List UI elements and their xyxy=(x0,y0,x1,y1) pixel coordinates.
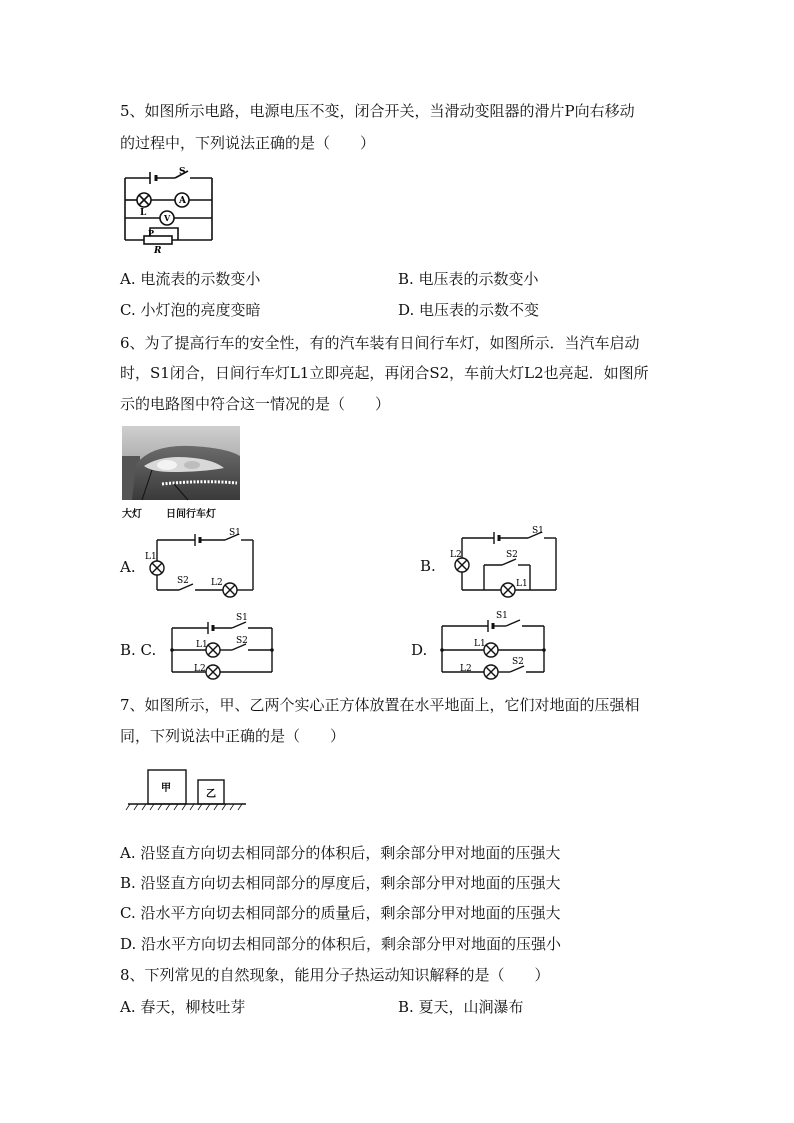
q7-cubes-diagram xyxy=(128,768,248,812)
q7-block-yi: 乙 xyxy=(206,789,216,800)
q5-label-v: V xyxy=(164,213,171,223)
q6b-label-l1: L1 xyxy=(516,579,528,589)
q8-stem-line1: 8、下列常见的自然现象，能用分子热运动知识解释的是（ ） xyxy=(120,966,550,984)
q5-option-a: A. 电流表的示数变小 xyxy=(120,270,261,288)
q6-circuit-a xyxy=(145,528,255,598)
q6-circuit-d xyxy=(440,608,548,678)
q7-option-b: B. 沿竖直方向切去相同部分的厚度后，剩余部分甲对地面的压强大 xyxy=(120,874,561,892)
q5-label-a: A xyxy=(179,196,186,206)
photo-caption-drl: 日间行车灯 xyxy=(166,509,216,520)
q6a-label-s2: S2 xyxy=(177,576,189,586)
q6a-label-l2: L2 xyxy=(211,578,223,588)
q6-stem-line2: 时，S1闭合，日间行车灯L1立即亮起，再闭合S2，车前大灯L2也亮起．如图所 xyxy=(120,364,649,382)
q6d-label-l1: L1 xyxy=(474,639,486,649)
q5-label-s: S xyxy=(179,167,186,177)
q6-option-d-label: D. xyxy=(411,641,428,659)
q7-option-a: A. 沿竖直方向切去相同部分的体积后，剩余部分甲对地面的压强大 xyxy=(120,844,561,862)
q8-option-a: A. 春天，柳枝吐芽 xyxy=(120,998,246,1016)
q6c-label-s1: S1 xyxy=(236,613,248,623)
q7-block-jia: 甲 xyxy=(161,783,171,794)
q5-option-b: B. 电压表的示数变小 xyxy=(398,270,539,288)
q7-stem-line2: 同，下列说法中正确的是（ ） xyxy=(120,727,346,745)
photo-caption-headlight: 大灯 xyxy=(122,509,142,520)
q6d-label-l2: L2 xyxy=(460,664,472,674)
q6c-label-s2: S2 xyxy=(236,636,248,646)
q6a-label-s1: S1 xyxy=(229,528,241,538)
q7-option-d: D. 沿水平方向切去相同部分的体积后，剩余部分甲对地面的压强小 xyxy=(120,935,562,953)
q6c-label-l2: L2 xyxy=(194,664,206,674)
q6-circuit-b xyxy=(450,524,560,596)
q6a-label-l1: L1 xyxy=(145,552,157,562)
q6d-label-s1: S1 xyxy=(496,611,508,621)
q6d-label-s2: S2 xyxy=(512,657,524,667)
q5-circuit-diagram xyxy=(120,167,220,256)
q5-label-l: L xyxy=(140,208,147,218)
q7-stem-line1: 7、如图所示，甲、乙两个实心正方体放置在水平地面上，它们对地面的压强相 xyxy=(120,696,640,714)
q5-option-d: D. 电压表的示数不变 xyxy=(398,301,540,319)
q7-option-c: C. 沿水平方向切去相同部分的质量后，剩余部分甲对地面的压强大 xyxy=(120,904,561,922)
q8-option-b: B. 夏天，山涧瀑布 xyxy=(398,998,524,1016)
q5-stem-line2: 的过程中，下列说法正确的是（ ） xyxy=(120,134,376,152)
q6-stem-line1: 6、为了提高行车的安全性，有的汽车装有日间行车灯，如图所示．当汽车启动 xyxy=(120,334,640,352)
q6c-label-l1: L1 xyxy=(196,640,208,650)
q6-option-c-label: B. C. xyxy=(120,641,157,659)
q6-stem-line3: 示的电路图中符合这一情况的是（ ） xyxy=(120,395,391,413)
car-headlight-photo xyxy=(122,426,240,500)
q6-option-b-label: B. xyxy=(420,557,436,575)
q6b-label-s2: S2 xyxy=(506,550,518,560)
q6b-label-l2: L2 xyxy=(450,550,462,560)
q5-label-r: R xyxy=(154,246,162,256)
q6-circuit-c xyxy=(170,612,274,678)
q6-option-a-label: A. xyxy=(120,558,136,576)
q6b-label-s1: S1 xyxy=(532,526,544,536)
q5-label-p: P xyxy=(148,228,155,238)
q5-stem-line1: 5、如图所示电路，电源电压不变，闭合开关，当滑动变阻器的滑片P向右移动 xyxy=(120,102,635,120)
q5-option-c: C. 小灯泡的亮度变暗 xyxy=(120,301,261,319)
